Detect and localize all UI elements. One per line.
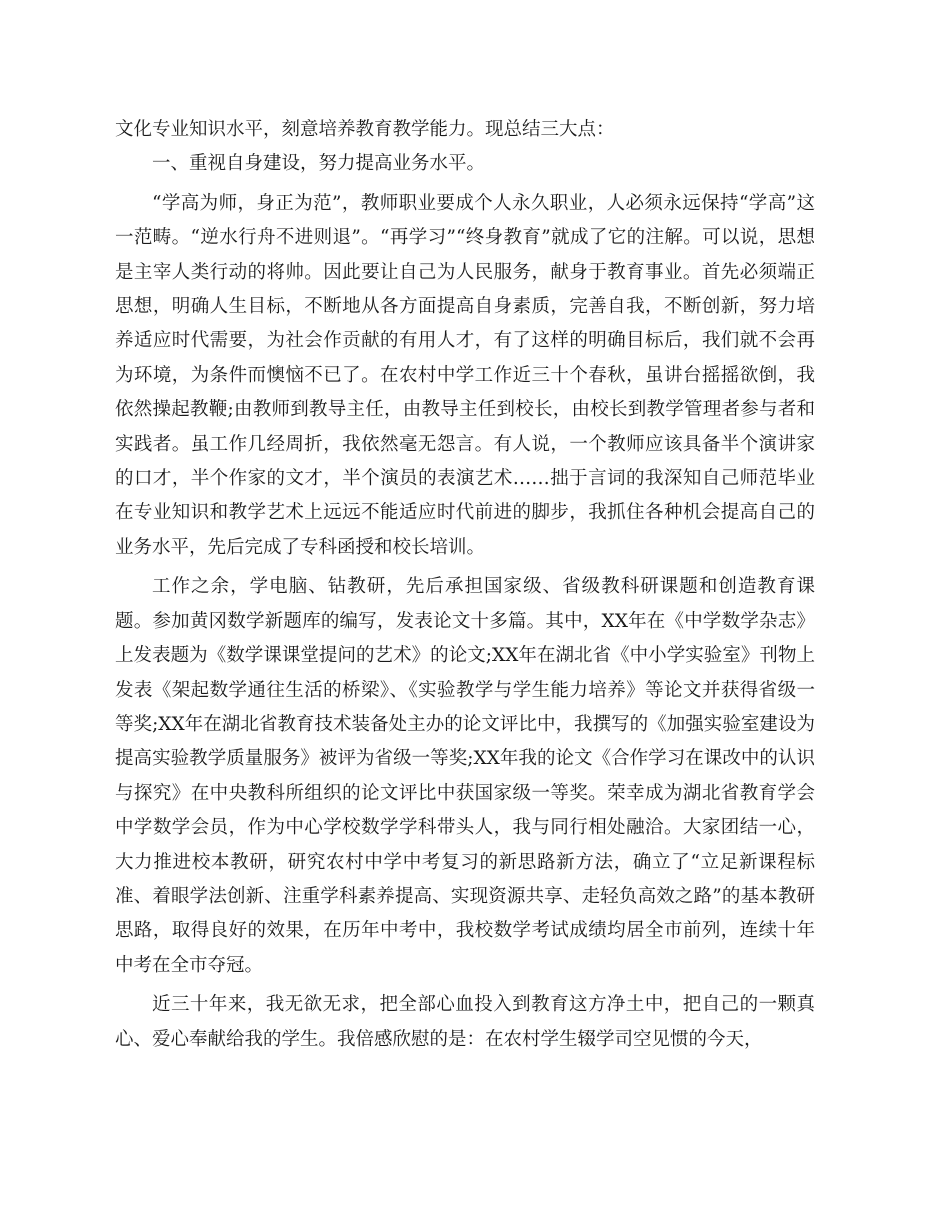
document-page xyxy=(115,113,815,1057)
paragraph-dedication: 近三十年来，我无欲无求，把全部心血投入到教育这方净土中，把自己的一颗真心、爱心奉献给我的学生。我倍感欣慰的是：在农村学生辍学司空见惯的今天， xyxy=(115,994,815,1050)
paragraph-research: 工作之余，学电脑、钻教研，先后承担国家级、省级教科研课题和创造教育课题。参加黄冈数学新题库的编写，发表论文十多篇。其中，XX年在《中学数学杂志》上发表题为《数学课课堂提问的艺术》的论文;XX年在湖北省《中小学实验室》刊物上发表《架起数学通往生活的桥梁》、《实验教学与学生能力培养》等论文并获得省级一等奖;XX年在湖北省教育技术装备处主办的论文评比中，我撰写的《加强实验室建设为提高实验教学质量服务》被评为省级一等奖;XX年我的论文《合作学习在课改中的认识与探究》在中央教科所组织的论文评比中获国家级一等奖。荣幸成为湖北省教育学会中学数学会员，作为中心学校数学学科带头人，我与同行相处融洽。大家团结一心，大力推进校本教研，研究农村中学中考复习的新思路新方法，确立了“立足新课程标准、着眼学法创新、注重学科素养提高、实现资源共享、走轻负高效之路”的基本教研思路，取得良好的效果，在历年中考中，我校数学考试成绩均居全市前列，连续十年中考在全市夺冠。 xyxy=(115,576,815,976)
paragraph-self-improvement: “学高为师，身正为范”，教师职业要成个人永久职业，人必须永远保持“学高”这一范畴。“逆水行舟不进则退”。“再学习”“终身教育”就成了它的注解。可以说，思想是主宰人类行动的将帅。因此要让自己为人民服务，献身于教育事业。首先必须端正思想，明确人生目标，不断地从各方面提高自身素质，完善自我，不断创新，努力培养适应时代需要，为社会作贡献的有用人才，有了这样的明确目标后，我们就不会再为环境，为条件而懊恼不已了。在农村中学工作近三十个春秋，虽讲台摇摇欲倒，我依然操起教鞭;由教师到教导主任，由教导主任到校长，由校长到教学管理者参与者和实践者。虽工作几经周折，我依然毫无怨言。有人说，一个教师应该具备半个演讲家的口才，半个作家的文才，半个演员的表演艺术……拙于言词的我深知自己师范毕业在专业知识和教学艺术上远远不能适应时代前进的脚步，我抓住各种机会提高自己的业务水平，先后完成了专科函授和校长培训。 xyxy=(115,192,815,558)
section-heading: 一、重视自身建设，努力提高业务水平。 xyxy=(152,153,486,175)
paragraph-continuation: 文化专业知识水平，刻意培养教育教学能力。现总结三大点： xyxy=(115,119,615,140)
